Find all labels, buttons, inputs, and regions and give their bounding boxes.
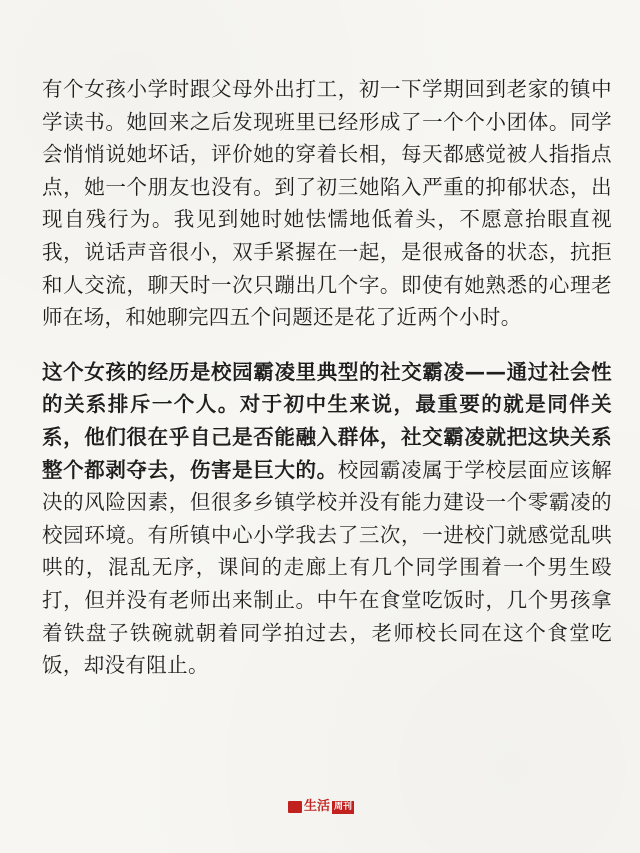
paragraph-1-text: 有个女孩小学时跟父母外出打工，初一下学期回到老家的镇中学读书。她回来之后发现班里已经形成了一个个小团体。同学会悄悄说她坏话，评价她的穿着长相，每天都感觉被人指指点点，她一个朋友也没有。到了初三她陷入严重的抑郁状态，出现自残行为。我见到她时她怯懦地低着头，不愿意抬眼直视我，说话声音很小，双手紧握在一起，是很戒备的状态，抗拒和人交流，聊天时一次只蹦出几个字。即使有她熟悉的心理老师在场，和她聊完四五个问题还是花了近两个小时。 <box>42 77 612 330</box>
paragraph-2-bold-text: 这个女孩的经历是校园霸凌里典型的社交霸凌——通过社会性的关系排斥一个人。对于初中生来说，最重要的就是同伴关系，他们很在乎自己是否能融入群体，社交霸凌就把这块关系整个都剥夺去，伤害是巨大的。 <box>42 359 612 482</box>
logo-mark-icon <box>288 801 302 813</box>
publication-logo <box>288 799 354 815</box>
article-body <box>42 73 612 682</box>
logo-text-tag: 周刊 <box>334 801 353 812</box>
paragraph-1 <box>42 73 612 334</box>
logo-text-main: 生活 <box>304 799 331 814</box>
paragraph-2-text: 校园霸凌属于学校层面应该解决的风险因素，但很多乡镇学校并没有能力建设一个零霸凌的校园环境。有所镇中心小学我去了三次，一进校门就感觉乱哄哄的，混乱无序，课间的走廊上有几个同学围着一个男生殴打，但并没有老师出来制止。中午在食堂吃饭时，几个男孩拿着铁盘子铁碗就朝着同学拍过去，老师校长同在这个食堂吃饭，却没有阻止。 <box>42 457 612 678</box>
paragraph-2 <box>42 356 612 682</box>
